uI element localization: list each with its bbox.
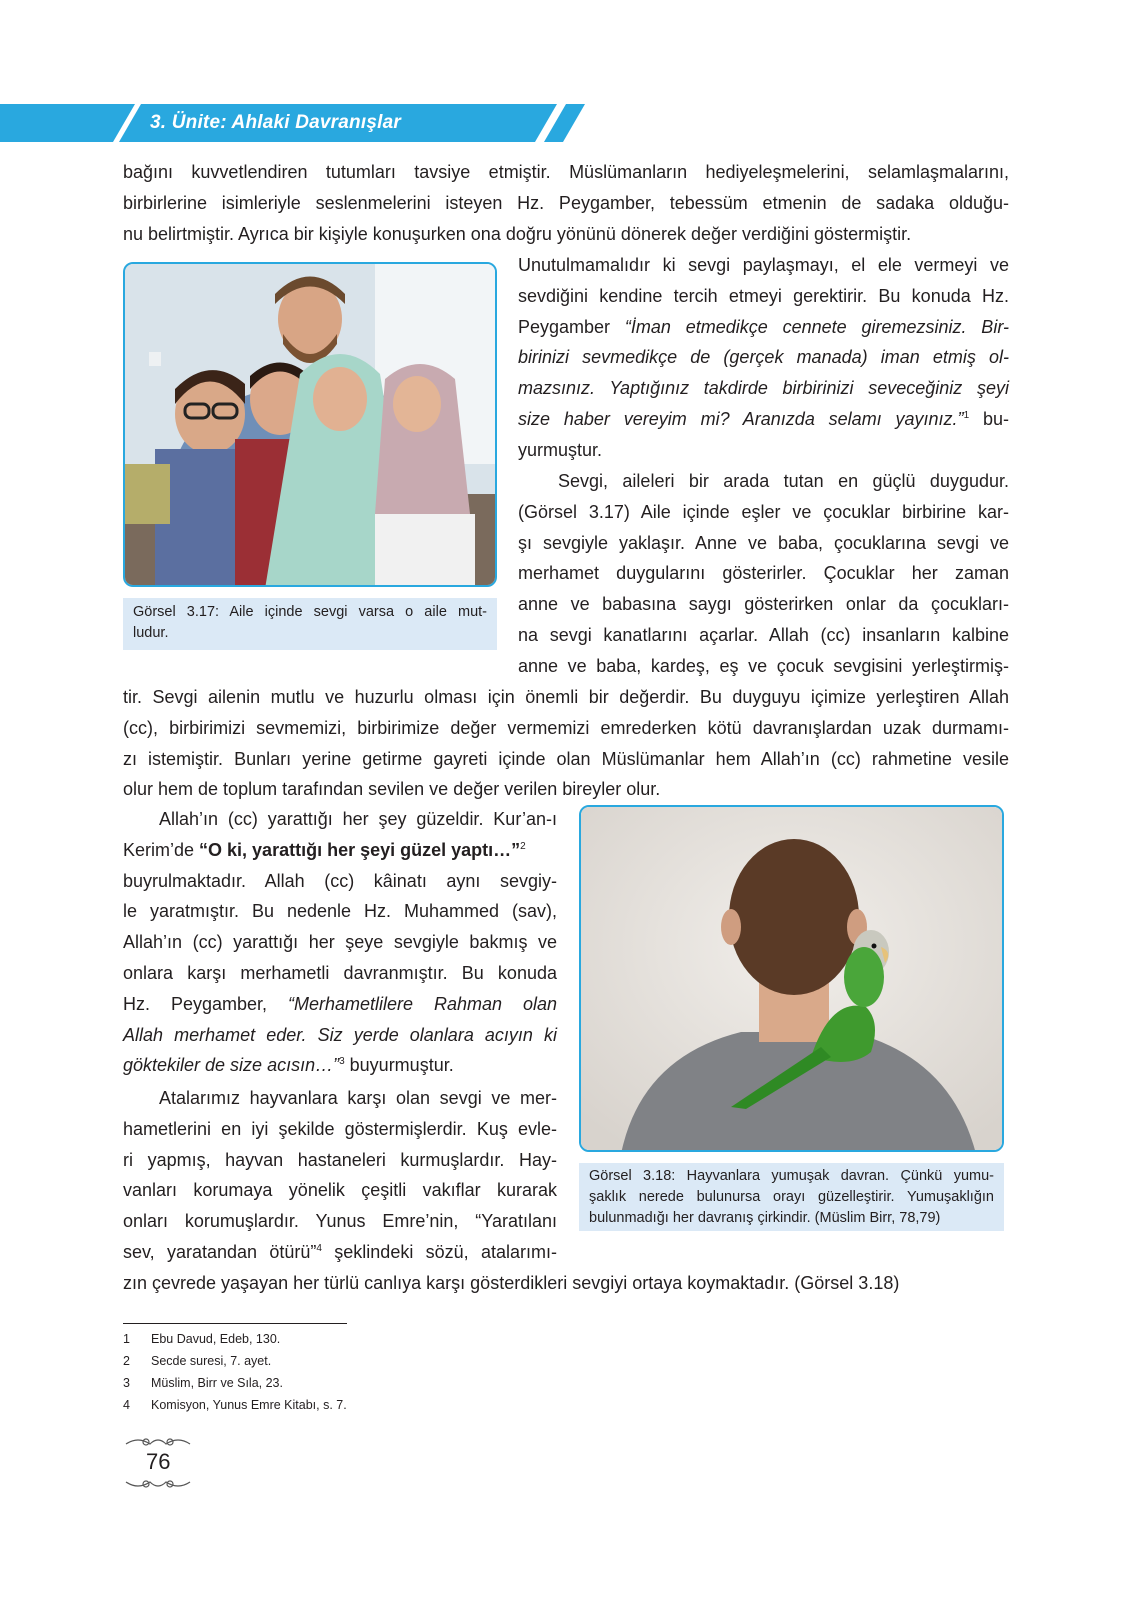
hadith-quote: “İman etmedikçe cennete giremezsiniz. Bir- <box>624 316 1009 337</box>
quran-quote: “O ki, yarattığı her şeyi güzel yaptı…” <box>199 839 521 860</box>
text-segment: şeklindeki sözü, atalarımı- <box>321 1241 557 1262</box>
text-line: birbirlerine isimleriyle seslenmelerini isteyen Hz. Peygamber, tebessüm etmenin de sadaka olduğu- <box>123 192 1009 213</box>
text-line: ri yapmış, hayvan hastaneleri kurmuşlardır. Hay- <box>123 1149 557 1170</box>
footnote-number: 2 <box>123 1354 130 1368</box>
footnote-divider <box>123 1323 347 1324</box>
text-line: Unutulmamalıdır ki sevgi paylaşmayı, el ele vermeyi ve <box>518 255 1009 275</box>
text-line: zın çevrede yaşayan her türlü canlıya karşı gösterdikleri sevgiyi ortaya koymaktadır. (Görsel 3.18) <box>123 1273 900 1293</box>
text-line: sevdiğini kendine tercih etmeyi gerektirir. Bu konuda Hz. <box>518 285 1009 306</box>
text-segment: Peygamber <box>518 316 625 337</box>
text-line: Allah’ın (cc) yarattığı her şey güzeldir. Kur’an-ı <box>159 809 557 829</box>
text-line: bağını kuvvetlendiren tutumları tavsiye etmiştir. Müslümanların hediyeleşmelerini, selamlaşmalarını, <box>123 162 1009 182</box>
text-line: zı istemiştir. Bunları yerine getirme gayreti içinde olan Müslümanlar hem Allah’ın (cc) rahmetine vesile <box>123 748 1009 769</box>
text-segment: buyurmuştur. <box>344 1055 454 1076</box>
family-photo-illustration <box>125 264 497 587</box>
footnote <box>123 1372 347 1394</box>
family-photo <box>123 262 497 587</box>
caption-line: ludur. <box>133 625 169 641</box>
footnotes <box>123 1328 347 1416</box>
paragraph-4 <box>123 804 557 1081</box>
caption-line: şaklık nerede bulunursa orayı güzelleştirir. Yumuşaklığın <box>589 1189 994 1205</box>
text-line: buyrulmaktadır. Allah (cc) kâinatı aynı sevgiy- <box>123 870 557 891</box>
text-line: merhamet duygularını gösterirler. Çocuklar her zaman <box>518 563 1009 584</box>
text-segment: sev, yaratandan ötürü” <box>123 1241 317 1262</box>
footnote-text: Secde suresi, 7. ayet. <box>151 1354 272 1368</box>
paragraph-3 <box>518 466 1009 682</box>
page-number: 76 <box>146 1449 171 1474</box>
paragraph-3-continued <box>123 682 1009 805</box>
text-line: Allah’ın (cc) yarattığı her şeye sevgiyle bakmış ve <box>123 932 557 953</box>
text-line <box>123 1237 557 1268</box>
unit-header <box>0 104 600 142</box>
text-line: hametlerini en iyi şekilde göstermişlerdir. Kuş evle- <box>123 1118 557 1139</box>
paragraph-2 <box>518 250 1009 466</box>
footnote-number: 1 <box>123 1332 130 1346</box>
caption-line: bulunmadığı her davranış çirkindir. (Müslim Birr, 78,79) <box>589 1210 941 1226</box>
text-line: yurmuştur. <box>518 439 603 460</box>
paragraph-1 <box>123 157 1009 249</box>
footnote <box>123 1328 347 1350</box>
text-line <box>123 989 557 1020</box>
parrot-photo-illustration <box>581 807 1004 1152</box>
text-line <box>123 1050 557 1081</box>
caption-3-17 <box>123 598 497 650</box>
text-line: anne ve babasına saygı gösterirken onlar da çocukları- <box>518 594 1009 615</box>
text-line <box>123 835 557 866</box>
footnote <box>123 1394 347 1416</box>
footnote-ref: 3 <box>339 1056 345 1068</box>
text-segment: Kerim’de <box>123 839 200 860</box>
text-line: le yaratmıştır. Bu nedenle Hz. Muhammed (sav), <box>123 901 557 922</box>
text-line: anne ve baba, kardeş, eş ve çocuk sevgisini yerleştirmiş- <box>518 655 1009 676</box>
paragraph-5-continued <box>123 1268 1009 1299</box>
hadith-quote: Allah merhamet eder. Siz yerde olanlara acıyın ki <box>123 1024 557 1045</box>
text-line: vanları korumaya yönelik çeşitli vakıflar kurarak <box>123 1180 557 1201</box>
text-line: (Görsel 3.17) Aile içinde eşler ve çocuklar birbirine kar- <box>518 501 1009 522</box>
parrot-photo <box>579 805 1004 1152</box>
paragraph-5 <box>123 1083 557 1268</box>
hadith-quote: mazsınız. Yaptığınız takdirde birbirinizi seveceğiniz şeyi <box>518 378 1009 399</box>
hadith-quote: göktekiler de size acısın…” <box>123 1055 340 1076</box>
text-line <box>518 312 1009 343</box>
footnote-text: Ebu Davud, Edeb, 130. <box>151 1332 281 1346</box>
hadith-quote: birinizi sevmedikçe de (gerçek manada) iman etmiş ol- <box>518 347 1009 368</box>
text-line <box>518 404 1009 435</box>
footnote-ref: 2 <box>520 840 526 852</box>
text-line: Atalarımız hayvanlara karşı olan sevgi ve mer- <box>159 1088 557 1108</box>
caption-line: Görsel 3.17: Aile içinde sevgi varsa o aile mut- <box>133 604 487 620</box>
text-segment: bu- <box>969 408 1009 429</box>
footnote-text: Komisyon, Yunus Emre Kitabı, s. 7. <box>151 1398 347 1412</box>
footnote-text: Müslim, Birr ve Sıla, 23. <box>151 1376 283 1390</box>
hadith-quote: size haber vereyim mi? Aranızda selamı yayınız.” <box>518 408 964 429</box>
text-line: onlara karşı merhametli davranmıştır. Bu konuda <box>123 962 557 983</box>
hadith-quote: “Merhametlilere Rahman olan <box>287 993 558 1014</box>
text-line: tir. Sevgi ailenin mutlu ve huzurlu olması için önemli bir değerdir. Bu duyguyu içimize yerleştiren Allah <box>123 687 1009 707</box>
footnote <box>123 1350 347 1372</box>
text-line: nu belirtmiştir. Ayrıca bir kişiyle konuşurken ona doğru yönünü dönerek değer verdiğini göstermiştir. <box>123 223 912 244</box>
text-line: Sevgi, aileleri bir arada tutan en güçlü duygudur. <box>558 471 1009 491</box>
footnote-number: 4 <box>123 1398 130 1412</box>
text-line: olur hem de toplum tarafından sevilen ve değer verilen bireyler olur. <box>123 779 661 800</box>
caption-3-18 <box>579 1163 1004 1231</box>
text-line: şı sevgiyle yaklaşır. Anne ve baba, çocuklarına sevgi ve <box>518 532 1009 553</box>
text-line: (cc), birbirimizi sevmemizi, birbirimize değer vermemizi emrederken kötü davranışlardan uzak durmamı- <box>123 717 1009 738</box>
text-segment: Hz. Peygamber, <box>123 993 288 1014</box>
footnote-ref: 4 <box>316 1242 322 1254</box>
footnote-ref: 1 <box>963 409 970 421</box>
text-line: na sevgi kanatlarını açarlar. Allah (cc) insanların kalbine <box>518 624 1009 645</box>
text-line: onları korumuşlardır. Yunus Emre’nin, “Yaratılanı <box>123 1211 557 1232</box>
caption-line: Görsel 3.18: Hayvanlara yumuşak davran. Çünkü yumu- <box>589 1168 994 1184</box>
footnote-number: 3 <box>123 1376 130 1390</box>
unit-title: 3. Ünite: Ahlaki Davranışlar <box>150 112 401 133</box>
